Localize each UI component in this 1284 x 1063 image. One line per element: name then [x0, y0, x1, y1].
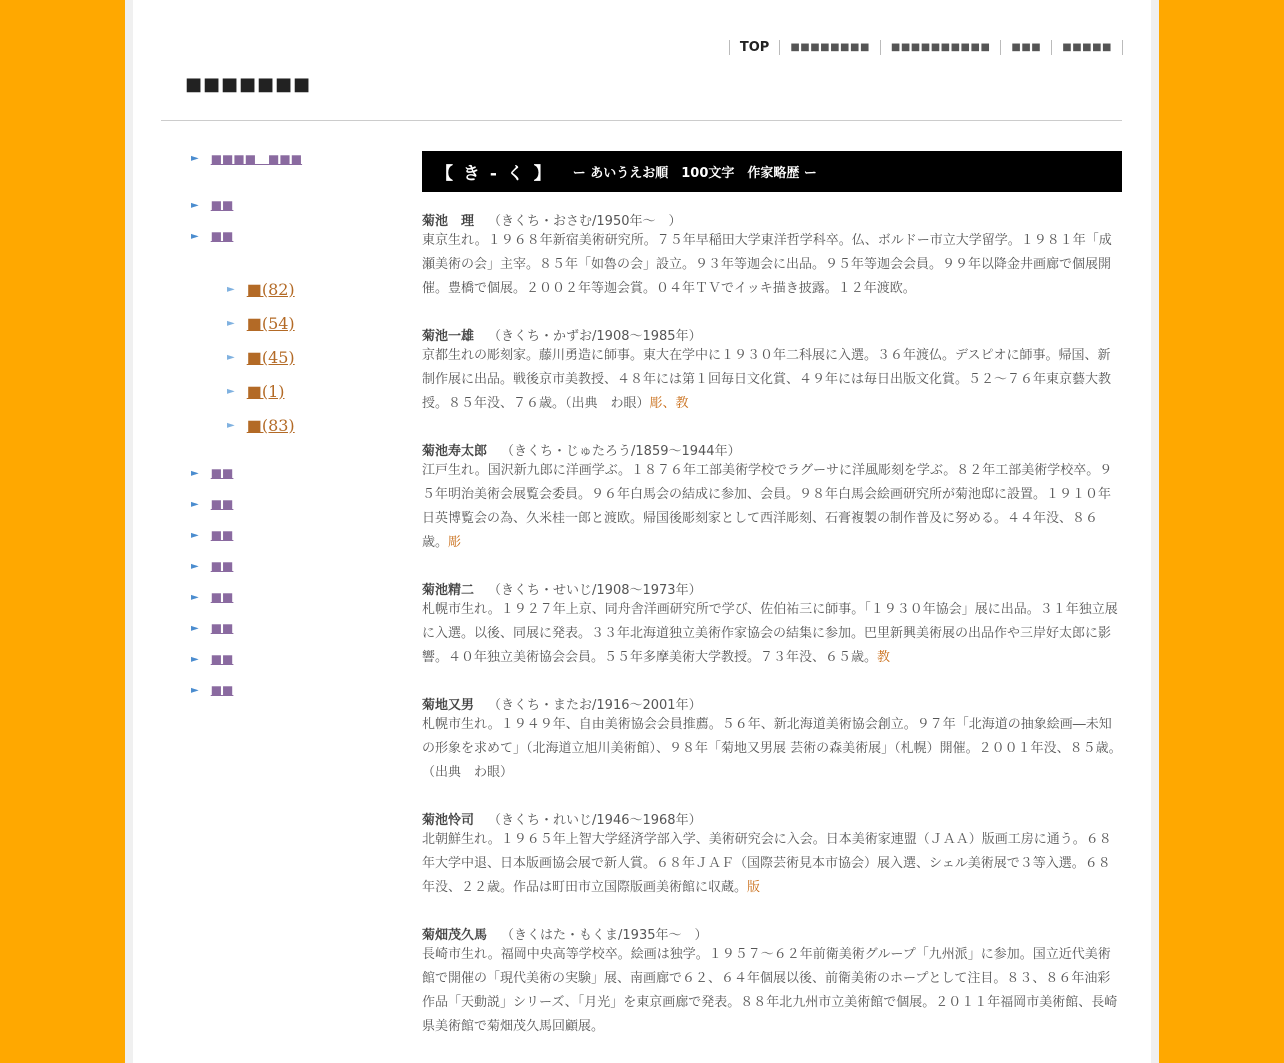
artist-bio: 東京生れ。１９６８年新宿美術研究所。７５年早稲田大学東洋哲学科卒。仏、ボルドー市立大学留学。１９８１年「成瀬美術の会」主宰。８５年「如魯の会」設立。９３年等迦会に出品。９５年等迦会会員。９９年以降金井画廊で個展開催。豊橋で個展。２００２年等迦会賞。０４年ＴＶでイッキ描き披露。１２年渡欧。 [422, 233, 1112, 296]
triangle-right-icon: ► [227, 352, 235, 363]
triangle-right-icon: ► [191, 622, 199, 634]
artist-name: 菊地又男 [422, 698, 475, 713]
nav-top[interactable]: TOP [729, 40, 779, 55]
sidebar-link[interactable]: ■■■■ ■■■ [210, 152, 303, 166]
sidebar-item [191, 497, 233, 511]
artist-bio-wrap [422, 828, 1122, 900]
artist-tag: 彫 [448, 535, 462, 550]
artist-entry [422, 325, 1122, 416]
sidebar-subitem [227, 382, 284, 401]
sidebar-link[interactable]: ■■ [210, 466, 234, 480]
artist-reading: （きくち・れいじ/1946～1968年） [488, 813, 702, 828]
sidebar-link[interactable]: ■■ [210, 229, 234, 243]
site-title: ■■■■■■■ [185, 74, 312, 95]
sidebar-item [191, 150, 302, 167]
sidebar-link[interactable]: ■■ [210, 683, 234, 697]
artist-name: 菊池 理 [422, 214, 475, 229]
sidebar-item [191, 590, 233, 604]
artist-reading: （きくち・おさむ/1950年～ ） [488, 214, 682, 229]
sidebar-sublink[interactable]: ■(54) [246, 314, 295, 333]
main-content [422, 151, 1122, 1063]
sidebar-sublink[interactable]: ■(45) [246, 348, 295, 367]
artist-bio-wrap [422, 459, 1122, 555]
artist-list [422, 210, 1122, 1039]
sidebar-sublink[interactable]: ■(82) [246, 280, 295, 299]
triangle-right-icon: ► [227, 318, 235, 329]
artist-bio-wrap [422, 344, 1122, 416]
artist-entry [422, 924, 1122, 1039]
sidebar-item [191, 528, 233, 542]
triangle-right-icon: ► [191, 230, 199, 242]
artist-reading: （きくち・またお/1916～2001年） [488, 698, 702, 713]
artist-entry [422, 210, 1122, 301]
artist-entry [422, 440, 1122, 555]
artist-entry [422, 809, 1122, 900]
triangle-right-icon: ► [227, 386, 235, 397]
page [133, 0, 1151, 1063]
artist-bio-wrap [422, 598, 1122, 670]
artist-reading: （きくち・じゅたろう/1859～1944年） [501, 444, 741, 459]
sidebar-sublink[interactable]: ■(83) [246, 416, 295, 435]
artist-reading: （きくち・かずお/1908～1985年） [488, 329, 702, 344]
artist-bio-wrap [422, 713, 1122, 785]
nav-item-2[interactable]: ■■■■■■■■ [779, 40, 880, 55]
artist-tag: 教 [877, 650, 891, 665]
sidebar-item [191, 198, 233, 212]
triangle-right-icon: ► [191, 498, 199, 510]
sidebar-item [191, 466, 233, 480]
sidebar-item [191, 229, 233, 243]
triangle-right-icon: ► [227, 420, 235, 431]
artist-tag: 彫、教 [649, 396, 689, 411]
nav-item-5[interactable]: ■■■■■ [1051, 40, 1122, 55]
artist-name: 菊畑茂久馬 [422, 928, 488, 943]
artist-bio: 北朝鮮生れ。１９６５年上智大学経済学部入学、美術研究会に入会。日本美術家連盟（ＪＡＡ）版画工房に通う。６８年大学中退、日本版画協会展で新人賞。６８年ＪＡＦ（国際芸術見本市協会）展入選、シェル美術展で３等入選。６８年没、２２歳。作品は町田市立国際版画美術館に収蔵。 [422, 832, 1112, 895]
sidebar-link[interactable]: ■■ [210, 528, 234, 542]
triangle-right-icon: ► [191, 199, 199, 211]
artist-reading: （きくはた・もくま/1935年～ ） [501, 928, 708, 943]
sidebar-link[interactable]: ■■ [210, 652, 234, 666]
top-nav [729, 40, 1123, 55]
sidebar-link[interactable]: ■■ [210, 198, 234, 212]
triangle-right-icon: ► [191, 684, 199, 696]
triangle-right-icon: ► [191, 560, 199, 572]
artist-reading: （きくち・せいじ/1908～1973年） [488, 583, 702, 598]
triangle-right-icon: ► [191, 591, 199, 603]
sidebar-link[interactable]: ■■ [210, 559, 234, 573]
nav-item-3[interactable]: ■■■■■■■■■■ [880, 40, 1000, 55]
triangle-right-icon: ► [191, 529, 199, 541]
artist-bio-wrap [422, 229, 1122, 301]
artist-bio: 長崎市生れ。福岡中央高等学校卒。絵画は独学。１９５７～６２年前衛美術グループ「九州派」に参加。国立近代美術館で開催の「現代美術の実験」展、南画廊で６２、６４年個展以後、前衛美術のホープとして注目。８３、８６年油彩作品「天動説」シリーズ、「月光」を東京画廊で発表。８８年北九州市立美術館で個展。２０１１年福岡市美術館、長崎県美術館で菊畑茂久馬回顧展。 [422, 947, 1118, 1034]
artist-bio-wrap [422, 943, 1122, 1039]
sidebar-sublink[interactable]: ■(1) [246, 382, 285, 401]
sidebar-item [191, 683, 233, 697]
artist-entry [422, 579, 1122, 670]
sidebar-item [191, 559, 233, 573]
sidebar-link[interactable]: ■■ [210, 497, 234, 511]
triangle-right-icon: ► [191, 467, 199, 479]
artist-entry [422, 694, 1122, 785]
heading-kana: 【 き - く 】 [436, 164, 553, 184]
artist-name: 菊池一雄 [422, 329, 475, 344]
sidebar-subitem [227, 348, 295, 367]
sidebar-link[interactable]: ■■ [210, 590, 234, 604]
artist-bio: 札幌市生れ。１９４９年、自由美術協会会員推薦。５６年、新北海道美術協会創立。９７年「北海道の抽象絵画―未知の形象を求めて」（北海道立旭川美術館）、９８年「菊地又男展 芸術の森美術展」（札幌）開催。２００１年没、８５歳。（出典 わ眼） [422, 717, 1122, 780]
artist-name: 菊池寿太郎 [422, 444, 488, 459]
header-divider [161, 120, 1122, 121]
heading-subtitle: ー あいうえお順 100文字 作家略歴 ー [572, 166, 817, 181]
sidebar-item [191, 621, 233, 635]
sidebar-subitem [227, 314, 295, 333]
artist-name: 菊池怜司 [422, 813, 475, 828]
artist-name: 菊池精二 [422, 583, 475, 598]
sidebar-subitem [227, 280, 295, 299]
artist-tag: 版 [747, 880, 761, 895]
sidebar-link[interactable]: ■■ [210, 621, 234, 635]
artist-bio: 京都生れの彫刻家。藤川勇造に師事。東大在学中に１９３０年二科展に入選。３６年渡仏。デスピオに師事。帰国、新制作展に出品。戦後京市美教授、４８年には第１回毎日文化賞、４９年には毎日出版文化賞。５２～７６年東京藝大教授。８５年没、７６歳。（出典 わ眼） [422, 348, 1112, 411]
triangle-right-icon: ► [191, 153, 199, 164]
sidebar-item [191, 652, 233, 666]
artist-bio: 江戸生れ。国沢新九郎に洋画学ぶ。１８７６年工部美術学校でラグーサに洋風彫刻を学ぶ。８２年工部美術学校卒。９５年明治美術会展覧会委員。９６年白馬会の結成に参加、会員。９８年白馬会絵画研究所が菊池邸に設置。１９１０年日英博覧会の為、久米桂一郎と渡欧。帰国後彫刻家として西洋彫刻、石膏複製の制作普及に努める。４４年没、８６歳。 [422, 463, 1113, 550]
triangle-right-icon: ► [191, 653, 199, 665]
section-heading [422, 151, 1122, 192]
nav-item-4[interactable]: ■■■ [1000, 40, 1051, 55]
triangle-right-icon: ► [227, 284, 235, 295]
sidebar-subitem [227, 416, 295, 435]
artist-bio: 札幌市生れ。１９２７年上京、同舟舎洋画研究所で学び、佐伯祐三に師事。「１９３０年協会」展に出品。３１年独立展に入選。以後、同展に発表。３３年北海道独立美術作家協会の結集に参加。巴里新興美術展の出品作や三岸好太郎に影響。４０年独立美術協会会員。５５年多摩美術大学教授。７３年没、６５歳。 [422, 602, 1118, 665]
